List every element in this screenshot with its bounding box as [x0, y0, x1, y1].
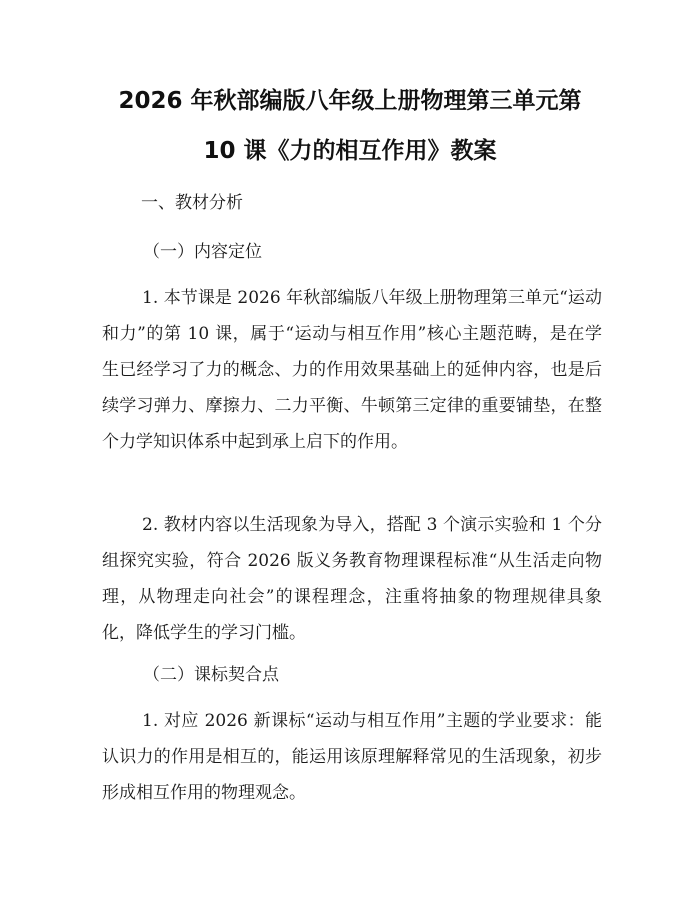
paragraph-curriculum-alignment-1: 1. 对应 2026 新课标“运动与相互作用”主题的学业要求：能认识力的作用是相互的，能运用该原理解释常见的生活现象，初步形成相互作用的物理观念。 — [102, 711, 602, 803]
paragraph-content-positioning-1: 1. 本节课是 2026 年秋部编版八年级上册物理第三单元“运动和力”的第 10 课，属于“运动与相互作用”核心主题范畴，是在学生已经学习了力的概念、力的作用效果基础上的延伸内容，也是后续学习弹力、摩擦力、二力平衡、牛顿第三定律的重要铺垫，在整个力学知识体系中起到承上启下的作用。 — [102, 288, 602, 452]
document-title-line-1: 2026 年秋部编版八年级上册物理第三单元第 — [118, 88, 582, 114]
subsection-heading-content-positioning: （一）内容定位 — [143, 242, 262, 262]
section-heading-textbook-analysis: 一、教材分析 — [141, 193, 243, 213]
document-title-line-2: 10 课《力的相互作用》教案 — [203, 138, 497, 164]
subsection-heading-curriculum-alignment: （二）课标契合点 — [143, 665, 279, 685]
paragraph-content-positioning-2: 2. 教材内容以生活现象为导入，搭配 3 个演示实验和 1 个分组探究实验，符合 2026 版义务教育物理课程标准“从生活走向物理，从物理走向社会”的课程理念，注重将抽象的物理规律具象化，降低学生的学习门槛。 — [102, 515, 602, 643]
